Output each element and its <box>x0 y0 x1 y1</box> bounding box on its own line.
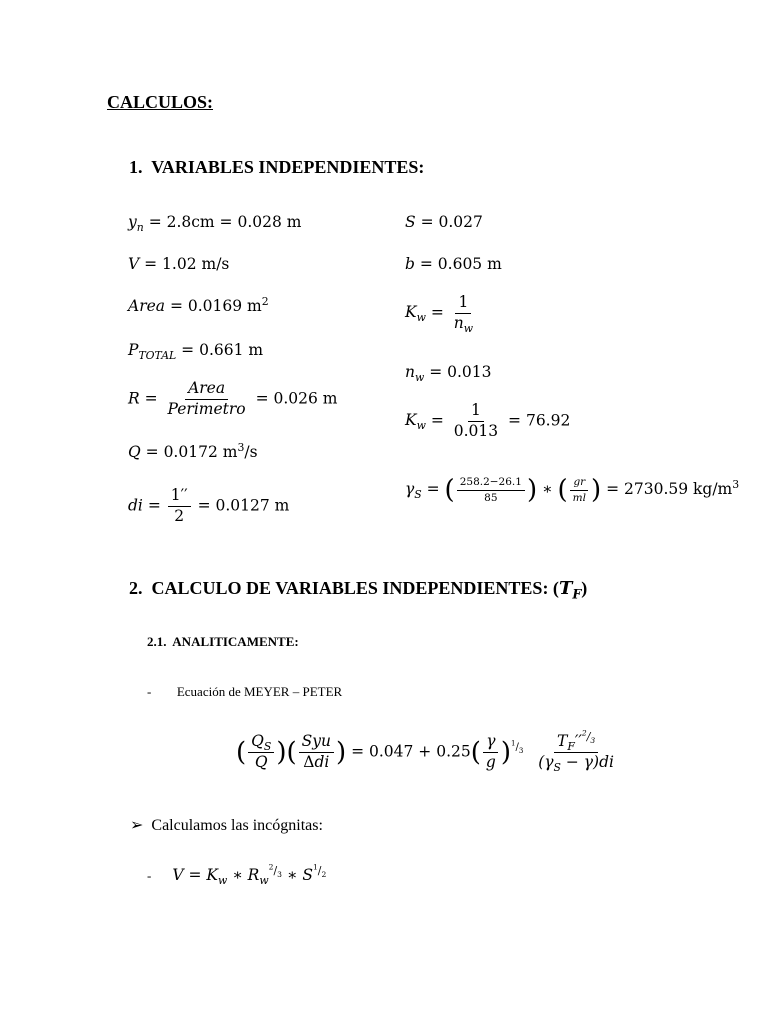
subsection-2-1-heading <box>147 634 299 650</box>
eq-kw-value: $K_w$ = $\frac{1}{0.013}$ = 76.92 <box>405 401 571 440</box>
eq-area: Area = 0.0169 $m^2$ <box>128 294 269 315</box>
eq-width: b = 0.605 m <box>405 255 502 273</box>
arrow-icon: ➢ <box>130 817 144 834</box>
eq-slope: S = 0.027 <box>405 213 483 231</box>
section-1-title: VARIABLES INDEPENDIENTES: <box>151 157 425 177</box>
section-2-heading: 2. CALCULO DE VARIABLES INDEPENDIENTES: $(T_F)$ <box>129 578 588 602</box>
calculate-label: Calculamos las incógnitas: <box>151 817 323 834</box>
eq-gamma-s: $\gamma_S$ = ( $\frac{258.2-26.1}{85}$ ) ∗ ( $\frac{gr}{ml}$ ) = 2730.59 $kg/m^3$ <box>405 475 740 505</box>
subsection-2-1-title: ANALITICAMENTE: <box>172 634 299 649</box>
eq-nw: $n_w = 0.013$ <box>405 363 492 385</box>
eq-flow: Q = 0.0172 $m^3/s$ <box>128 440 258 461</box>
section-2-title: CALCULO DE VARIABLES INDEPENDIENTES: ( <box>151 578 559 598</box>
section-1-heading <box>129 157 424 178</box>
list-item-calculate <box>130 815 323 835</box>
list-item-velocity-formula: - $V = K_w$ ∗ $R_w^{^2/_3}$ ∗ $S^{^1/_2}$ <box>147 862 327 888</box>
eq-diameter: di = $\frac{1''}{2}$ = 0.0127 m <box>128 486 290 525</box>
section-2-number: 2. <box>129 578 143 598</box>
eq-velocity: V = 1.02 m/s <box>128 255 230 273</box>
dash-marker: - <box>147 684 152 699</box>
dash-marker: - <box>147 868 152 883</box>
eq-kw-def: $K_w$ = $\frac{1}{n_w}$ <box>405 293 474 335</box>
meyer-label: Ecuación de MEYER – PETER <box>176 684 343 699</box>
section-1-number: 1. <box>129 157 143 177</box>
list-item-meyer <box>147 684 342 700</box>
eq-yn: $y_n = 2.8cm = 0.028$ m <box>128 213 302 235</box>
page-title: CALCULOS: <box>107 92 214 112</box>
eq-ptotal: $P_{TOTAL} = 0.661$ m <box>128 341 264 363</box>
subsection-2-1-number: 2.1. <box>147 634 167 649</box>
eq-hydraulic-radius: R = $\frac{\text{Area}}{\text{Perimetro}}$ = 0.026 m <box>128 379 338 418</box>
eq-meyer-peter: ( $\frac{Q_S}{Q}$ )( $\frac{\text{Syu}}{\text{Δdi}}$ ) = 0.047 + 0.25( $\frac{\gamma}{g}$ )$^{^1/_3}$ $\frac{T_F''^{^2/_3}}{(\gamma_S - \gamma)di}$ <box>236 728 614 774</box>
